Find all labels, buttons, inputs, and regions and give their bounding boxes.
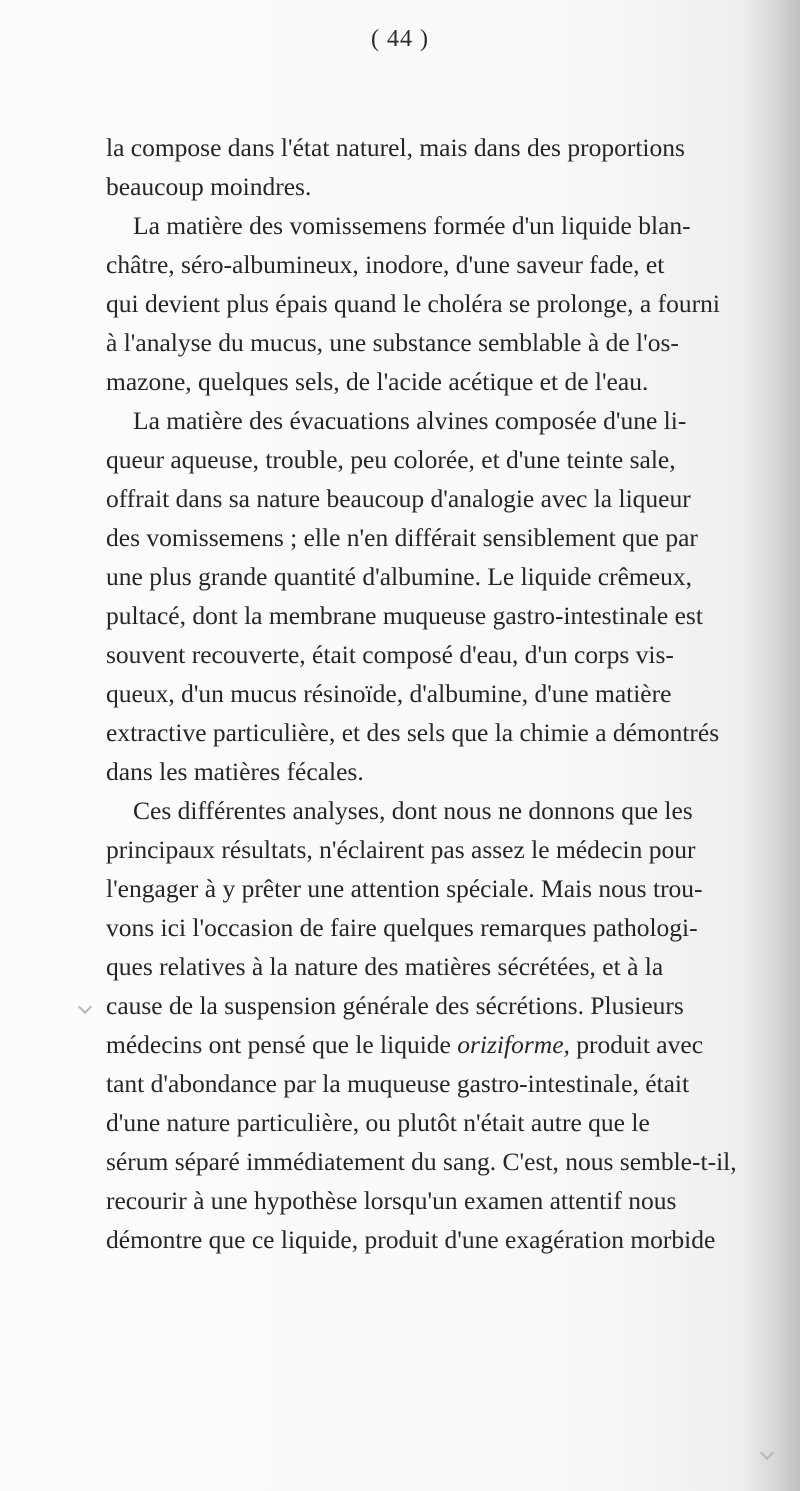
text-fragment: produit avec [576, 1030, 704, 1059]
text-line: pultacé, dont la membrane muqueuse gastro-intestinale est [106, 601, 703, 630]
text-line: offrait dans sa nature beaucoup d'analogie avec la liqueur [106, 484, 691, 513]
text-line: La matière des vomissemens formée d'un liquide blan- [133, 211, 691, 240]
text-line: sérum séparé immédiatement du sang. C'est, nous semble-t-il, [106, 1147, 737, 1176]
text-line: ques relatives à la nature des matières sécrétées, et à la [106, 952, 664, 981]
text-line: mazone, quelques sels, de l'acide acétique et de l'eau. [106, 367, 649, 396]
text-line: La matière des évacuations alvines composée d'une li- [133, 406, 687, 435]
text-line: dans les matières fécales. [106, 757, 364, 786]
text-line: souvent recouverte, était composé d'eau, d'un corps vis- [106, 640, 674, 669]
text-line: vons ici l'occasion de faire quelques remarques pathologi- [106, 913, 698, 942]
text-line: la compose dans l'état naturel, mais dans des proportions [106, 133, 685, 162]
text-fragment: médecins ont pensé que le liquide [106, 1030, 451, 1059]
text-line: beaucoup moindres. [106, 172, 312, 201]
page-number: ( 44 ) [371, 26, 429, 52]
text-line: queur aqueuse, trouble, peu colorée, et d'une teinte sale, [106, 445, 676, 474]
text-line: châtre, séro-albumineux, inodore, d'une saveur fade, et [106, 250, 665, 279]
italic-term: oriziforme, [457, 1030, 570, 1059]
text-line: d'une nature particulière, ou plutôt n'était autre que le [106, 1108, 650, 1137]
text-line: extractive particulière, et des sels que la chimie a démontrés [106, 718, 720, 747]
body-text [106, 128, 766, 1259]
text-line: cause de la suspension générale des sécrétions. Plusieurs [106, 991, 684, 1020]
stray-ink-mark [78, 1000, 92, 1014]
text-line: recourir à une hypothèse lorsqu'un examen attentif nous [106, 1186, 677, 1215]
text-line: l'engager à y prêter une attention spéciale. Mais nous trou- [106, 874, 703, 903]
text-line: démontre que ce liquide, produit d'une exagération morbide [106, 1225, 716, 1254]
text-line: principaux résultats, n'éclairent pas assez le médecin pour [106, 835, 696, 864]
text-line: qui devient plus épais quand le choléra se prolonge, a fourni [106, 289, 720, 318]
text-line: Ces différentes analyses, dont nous ne donnons que les [133, 796, 693, 825]
text-line [106, 1025, 766, 1064]
text-line: une plus grande quantité d'albumine. Le liquide crêmeux, [106, 562, 692, 591]
text-line: tant d'abondance par la muqueuse gastro-intestinale, était [106, 1069, 690, 1098]
text-line: à l'analyse du mucus, une substance semblable à de l'os- [106, 328, 679, 357]
text-line: des vomissemens ; elle n'en différait sensiblement que par [106, 523, 698, 552]
text-line: queux, d'un mucus résinoïde, d'albumine, d'une matière [106, 679, 672, 708]
